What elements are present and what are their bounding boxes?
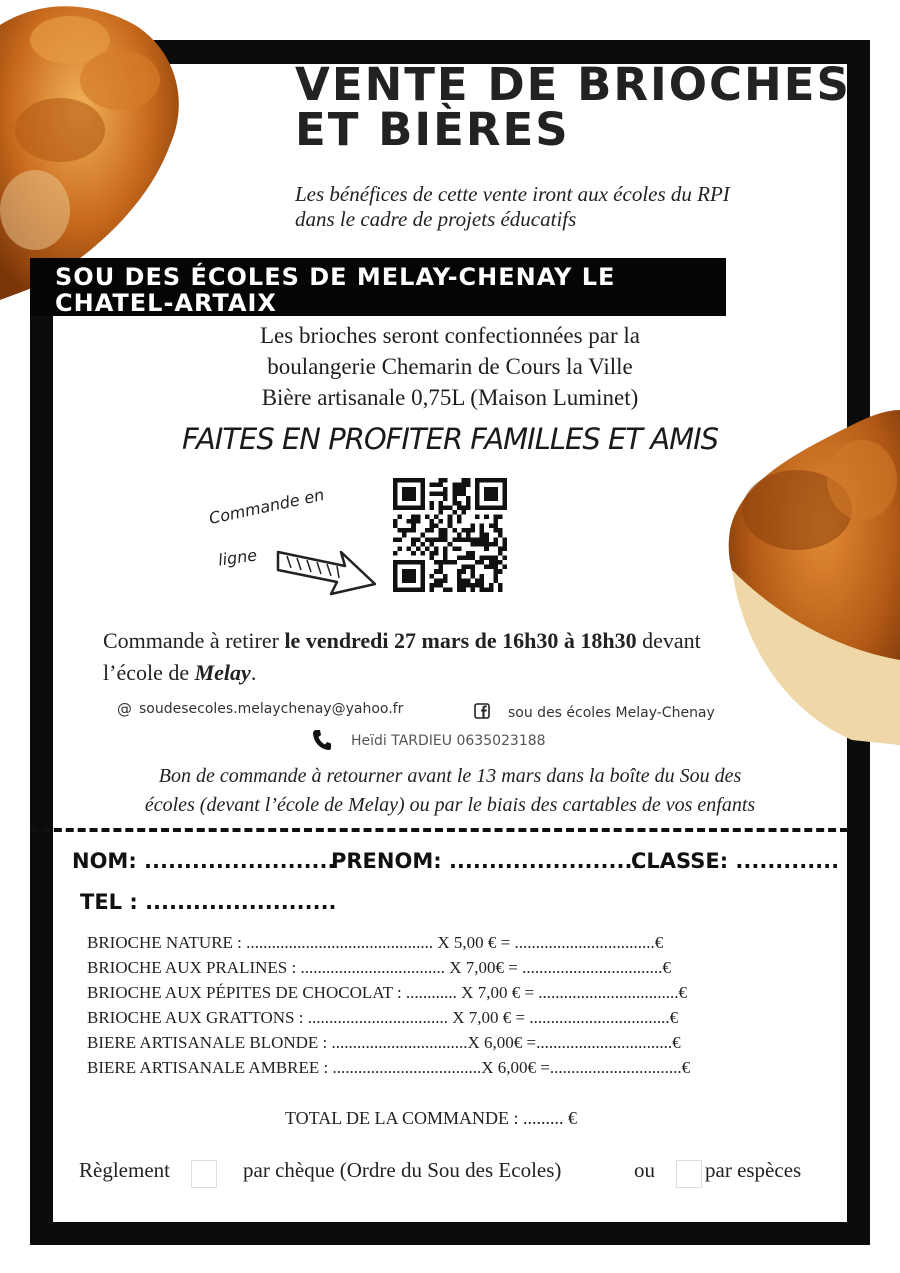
email-address[interactable]: soudesecoles.melaychenay@yahoo.fr — [139, 701, 404, 717]
arrow-right-icon — [275, 540, 380, 600]
nom-field[interactable]: NOM: ........................ — [72, 849, 336, 873]
payment-or: ou — [634, 1158, 655, 1182]
title-line-1: VENTE DE BRIOCHES — [295, 58, 851, 111]
slogan: FAITES EN PROFITER FAMILLES ET AMIS — [181, 422, 719, 456]
cash-option-label: par espèces — [705, 1158, 802, 1182]
phone-contact: Heïdi TARDIEU 0635023188 — [351, 733, 546, 749]
pickup-place: Melay — [194, 660, 251, 685]
note-line-1: Bon de commande à retourner avant le 13 mars dans la boîte du Sou des — [158, 765, 742, 787]
pickup-text-3: . — [250, 660, 257, 685]
facebook-page[interactable]: sou des écoles Melay-Chenay — [508, 705, 715, 721]
tel-field[interactable]: TEL : ........................ — [80, 890, 337, 914]
banner-line-1: SOU DES ÉCOLES DE MELAY-CHENAY LE — [55, 263, 616, 291]
order-total[interactable]: TOTAL DE LA COMMANDE : ......... € — [285, 1108, 578, 1128]
order-line-biere-ambree[interactable]: BIERE ARTISANALE AMBREE : ...................................X 6,00€ =...............................€ — [87, 1058, 691, 1077]
cheque-option-label: par chèque (Ordre du Sou des Ecoles) — [243, 1158, 562, 1182]
page-title — [295, 58, 851, 156]
cut-line-divider — [30, 828, 848, 832]
subtitle — [295, 182, 730, 232]
order-line-brioche-nature[interactable]: BRIOCHE NATURE : ............................................ X 5,00 € = .................................€ — [87, 933, 664, 952]
organizer-banner — [30, 258, 726, 316]
subtitle-line-1: Les bénéfices de cette vente iront aux écoles du RPI — [295, 182, 730, 206]
classe-field[interactable]: CLASSE: ............. — [631, 849, 840, 873]
online-order-label-1: Commande en — [207, 485, 326, 528]
order-line-brioche-chocolat[interactable]: BRIOCHE AUX PÉPITES DE CHOCOLAT : ............ X 7,00 € = .................................€ — [87, 983, 688, 1002]
qr-code[interactable] — [393, 478, 507, 592]
brioche-right-image — [722, 410, 900, 745]
phone-icon — [312, 729, 332, 751]
info-line-1: Les brioches seront confectionnées par la — [260, 323, 640, 348]
brioche-top-left-image — [0, 0, 185, 300]
at-icon: @ — [117, 700, 132, 718]
banner-line-2: CHATEL-ARTAIX — [55, 289, 277, 317]
subtitle-line-2: dans le cadre de projets éducatifs — [295, 207, 577, 231]
payment-label: Règlement — [79, 1158, 170, 1182]
pickup-text-2: devant l’école de — [103, 628, 701, 685]
product-info — [170, 320, 730, 413]
title-line-2: ET BIÈRES — [295, 103, 570, 156]
note-line-2: écoles (devant l’école de Melay) ou par le biais des cartables de vos enfants — [144, 794, 756, 816]
order-line-brioche-pralines[interactable]: BRIOCHE AUX PRALINES : .................................. X 7,00€ = .................................€ — [87, 958, 671, 977]
cheque-checkbox[interactable] — [191, 1160, 217, 1188]
info-line-2: boulangerie Chemarin de Cours la Ville — [267, 354, 633, 379]
order-line-biere-blonde[interactable]: BIERE ARTISANALE BLONDE : ................................X 6,00€ =................................€ — [87, 1033, 681, 1052]
cash-checkbox[interactable] — [676, 1160, 702, 1188]
return-note — [60, 762, 840, 820]
order-line-brioche-grattons[interactable]: BRIOCHE AUX GRATTONS : ................................. X 7,00 € = .................................€ — [87, 1008, 679, 1027]
pickup-info — [103, 625, 743, 689]
pickup-text-1: Commande à retirer — [103, 628, 285, 653]
online-order-label-2: ligne — [216, 545, 259, 570]
prenom-field[interactable]: PRENOM: ........................ — [331, 849, 641, 873]
facebook-icon — [474, 703, 490, 719]
pickup-date: le vendredi 27 mars de 16h30 à 18h30 — [284, 628, 637, 653]
info-line-3: Bière artisanale 0,75L (Maison Luminet) — [261, 385, 639, 410]
